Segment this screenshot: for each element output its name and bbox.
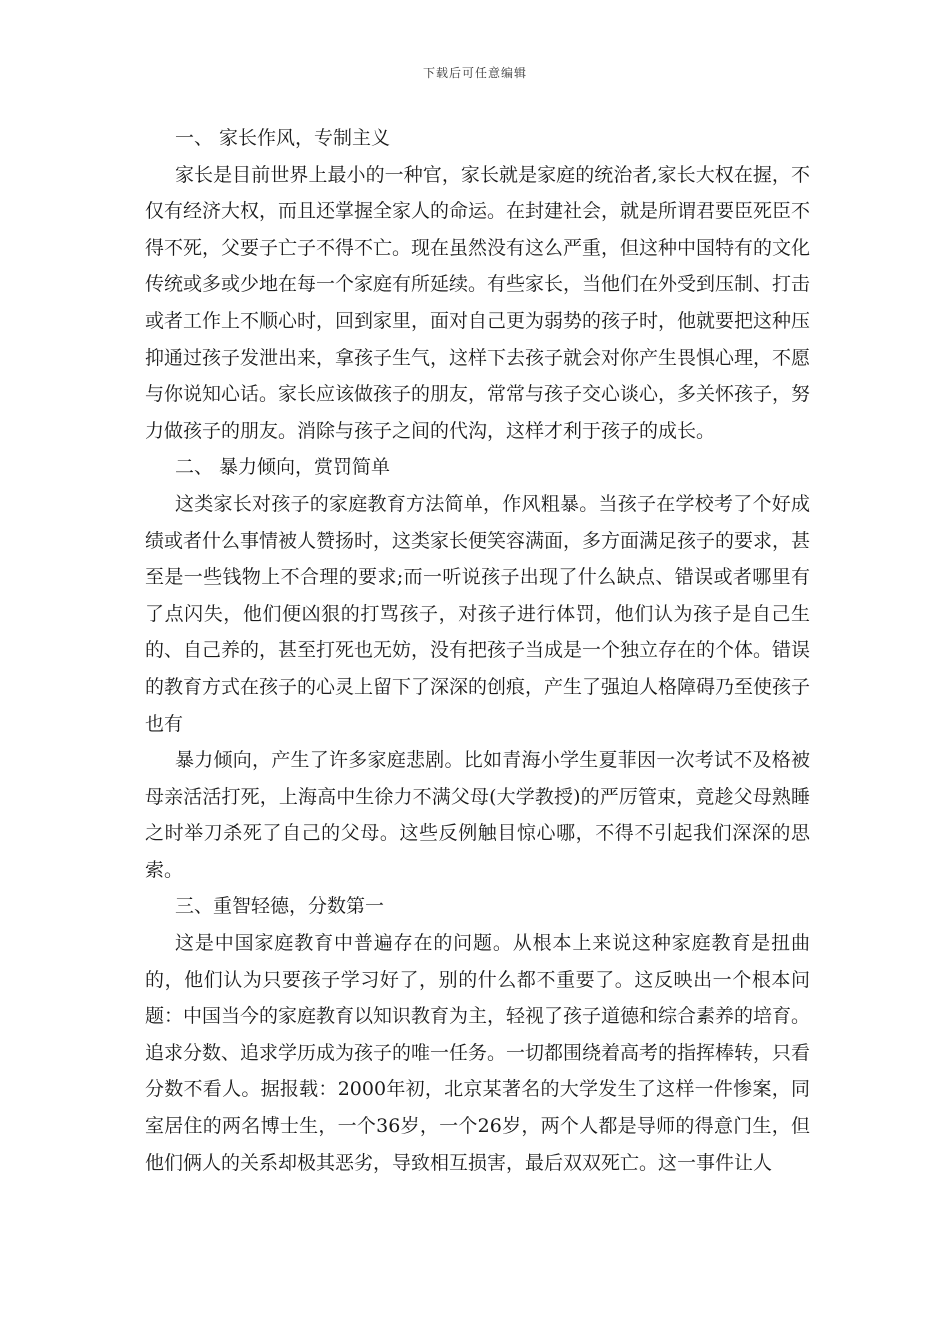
document-body	[145, 120, 810, 1181]
section-2-paragraph-1: 这类家长对孩子的家庭教育方法简单，作风粗暴。当孩子在学校考了个好成绩或者什么事情被人赞扬时，这类家长便笑容满面，多方面满足孩子的要求，甚至是一些钱物上不合理的要求;而一听说孩子出现了什么缺点、错误或者哪里有了点闪失，他们便凶狠的打骂孩子，对孩子进行体罚，他们认为孩子是自己生的、自己养的，甚至打死也无妨，没有把孩子当成是一个独立存在的个体。错误的教育方式在孩子的心灵上留下了深深的创痕，产生了强迫人格障碍乃至使孩子也有	[145, 492, 811, 735]
section-2-paragraph-2: 暴力倾向，产生了许多家庭悲剧。比如青海小学生夏菲因一次考试不及格被母亲活活打死，上海高中生徐力不满父母(大学教授)的严厉管束，竟趁父母熟睡之时举刀杀死了自己的父母。这些反例触目惊心哪，不得不引起我们深深的思索。	[145, 749, 810, 881]
section-3-paragraph-1: 这是中国家庭教育中普遍存在的问题。从根本上来说这种家庭教育是扭曲的，他们认为只要孩子学习好了，别的什么都不重要了。这反映出一个根本问题：中国当今的家庭教育以知识教育为主，轻视了孩子道德和综合素养的培育。追求分数、追求学历成为孩子的唯一任务。一切都围绕着高考的指挥棒转，只看分数不看人。据报载：2000年初，北京某著名的大学发生了这样一件惨案，同室居住的两名博士生，一个36岁，一个26岁，两个人都是导师的得意门生，但他们俩人的关系却极其恶劣，导致相互损害，最后双双死亡。这一事件让人	[145, 932, 811, 1174]
header-note: 下载后可任意编辑	[422, 66, 527, 80]
section-heading-2: 二、 暴力倾向，赏罚简单	[175, 456, 391, 479]
section-heading-1: 一、 家长作风，专制主义	[175, 127, 391, 149]
section-heading-3: 三、重智轻德，分数第一	[175, 895, 385, 918]
section-1-paragraph-1: 家长是目前世界上最小的一种官，家长就是家庭的统治者,家长大权在握，不仅有经济大权，而且还掌握全家人的命运。在封建社会，就是所谓君要臣死臣不得不死，父要子亡子不得不亡。现在虽然没有这么严重，但这种中国特有的文化传统或多或少地在每一个家庭有所延续。有些家长，当他们在外受到压制、打击或者工作上不顺心时，回到家里，面对自己更为弱势的孩子时，他就要把这种压抑通过孩子发泄出来，拿孩子生气，这样下去孩子就会对你产生畏惧心理，不愿与你说知心话。家长应该做孩子的朋友，常常与孩子交心谈心，多关怀孩子，努力做孩子的朋友。消除与孩子之间的代沟，这样才利于孩子的成长。	[145, 163, 811, 442]
